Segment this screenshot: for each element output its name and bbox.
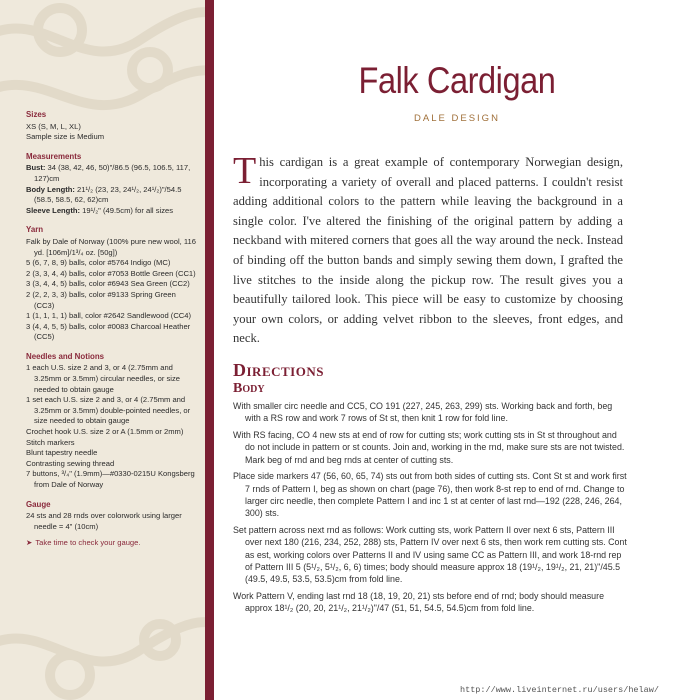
bust-measurement bbox=[26, 163, 198, 184]
yarn-line: Falk by Dale of Norway (100% pure new wool, 116 yd. [106m]/1³/₄ oz. [50g]) bbox=[26, 236, 196, 257]
watermark-url: http://www.liveinternet.ru/users/helaw/ bbox=[460, 685, 659, 695]
notions-heading: Needles and Notions bbox=[26, 351, 105, 361]
notions-line: Stitch markers bbox=[26, 437, 75, 447]
bust-value: 34 (38, 42, 46, 50)"/86.5 (96.5, 106.5, 117, 127)cm bbox=[34, 163, 191, 183]
sizes-line: Sample size is Medium bbox=[26, 132, 105, 142]
gauge-tip bbox=[26, 538, 198, 549]
notions-line: Contrasting sewing thread bbox=[26, 458, 115, 468]
sizes-line: XS (S, M, L, XL) bbox=[26, 121, 81, 131]
notions-line: 1 set each U.S. size 2 and 3, or 4 (2.75mm and 3.25mm or 3.5mm) double-pointed needles, or size needed to obtain gauge bbox=[26, 395, 191, 426]
sleeve-length-measurement bbox=[26, 206, 198, 217]
intro-text: his cardigan is a great example of contemporary Norwegian design, incorporating a variety of overall and placed patterns. I couldn't resist adding additional colors to the pattern while leaving the background in a single color. I've altered the finishing of the original pattern by adding a neckband with mitered corners that goes all the way around the neck. Instead of binding off the button bands and simply sewing them down, I grafted the live stitches to the inside along the pickup row. The result gives you a beautifully tailored look. This piece will be easy to customize by choosing your own colors, or adding velvet ribbon to the sleeves, front edges, and neck. bbox=[233, 155, 623, 346]
directions-heading: Directions bbox=[233, 360, 324, 380]
yarn-line: 5 (6, 7, 8, 9) balls, color #5764 Indigo (MC) bbox=[26, 258, 171, 268]
direction-paragraph: Set pattern across next rnd as follows: Work cutting sts, work Pattern II over next 6 sts, Pattern III over next 180 (216, 234, 252, 288) sts, Pattern IV over next 6 sts, then work rem cutting sts. Cont as est, working colors over Patterns II and IV using same CC as Pattern III, and work 18-rnd rep of Pattern III 5 (5¹/₂, 5¹/₂, 6, 6) times; body should measure approx 18 (19¹/₂, 19¹/₂, 21, 21)"/45.5 (49.5, 49.5, 53.5, 53.5)cm from fold line. bbox=[233, 525, 627, 585]
body-length-label: Body Length: bbox=[26, 184, 75, 194]
direction-paragraph: Place side markers 47 (56, 60, 65, 74) sts out from both sides of cutting sts. Cont St st and work first 7 rnds of Pattern I, beg as shown on chart (page 76), then work 8-st rep to end of rnd. Change to larger circ needle, then complete Pattern I and inc 1 st at center of last rnd—192 (228, 246, 264, 300) sts. bbox=[233, 471, 627, 519]
yarn-line: 2 (3, 3, 4, 4) balls, color #7053 Bottle Green (CC1) bbox=[26, 268, 196, 278]
page-title: Falk Cardigan bbox=[358, 60, 556, 101]
intro-paragraph bbox=[233, 150, 623, 349]
gauge-line: 24 sts and 28 rnds over colorwork using larger needle = 4" (10cm) bbox=[26, 511, 182, 531]
yarn-line: 3 (3, 4, 4, 5) balls, color #6943 Sea Green (CC2) bbox=[26, 279, 190, 289]
body-heading: Body bbox=[233, 381, 265, 396]
directions-text bbox=[233, 400, 628, 619]
sidebar-specs bbox=[26, 110, 198, 549]
yarn-line: 3 (4, 4, 5, 5) balls, color #0083 Charcoal Heather (CC5) bbox=[26, 321, 191, 342]
body-length-measurement bbox=[26, 185, 198, 206]
measurements-heading: Measurements bbox=[26, 151, 82, 161]
divider-bar bbox=[205, 0, 214, 700]
notions-line: 1 each U.S. size 2 and 3, or 4 (2.75mm and 3.25mm or 3.5mm) circular needles, or size needed to obtain gauge bbox=[26, 363, 181, 394]
designer-credit: DALE DESIGN bbox=[414, 113, 500, 124]
arrow-icon: ➤ bbox=[26, 538, 33, 548]
drop-cap: T bbox=[233, 150, 257, 192]
direction-paragraph: Work Pattern V, ending last rnd 18 (18, 19, 20, 21) sts before end of rnd; body should measure approx 18¹/₂ (20, 20, 21¹/₂, 21¹/₂)"/47 (51, 51, 54.5, 54.5)cm from fold line. bbox=[233, 591, 605, 614]
direction-paragraph: With smaller circ needle and CC5, CO 191 (227, 245, 263, 299) sts. Working back and forth, beg with a RS row and work 7 rows of St st, then knit 1 row for fold line. bbox=[233, 401, 613, 424]
sidebar bbox=[0, 0, 205, 700]
body-length-value: 21¹/₂ (23, 23, 24¹/₂, 24¹/₂)"/54.5 (58.5, 58.5, 62, 62)cm bbox=[34, 184, 182, 205]
bust-label: Bust: bbox=[26, 163, 46, 173]
yarn-heading: Yarn bbox=[26, 225, 44, 235]
notions-line: Blunt tapestry needle bbox=[26, 448, 98, 458]
sleeve-length-label: Sleeve Length: bbox=[26, 205, 81, 215]
notions-line: 7 buttons, ³/₄" (1.9mm)—#0330-0215U Kongsberg from Dale of Norway bbox=[26, 469, 195, 489]
direction-paragraph: With RS facing, CO 4 new sts at end of row for cutting sts; work cutting sts in St st throughout and do not include in pattern or st counts. Join and, working in the rnd, make sure sts are not twisted. Mark beg of rnd and beg rnds at center of cutting sts. bbox=[233, 430, 625, 465]
gauge-heading: Gauge bbox=[26, 499, 51, 509]
sizes-heading: Sizes bbox=[26, 110, 47, 119]
sleeve-length-value: 19¹/₂" (49.5cm) for all sizes bbox=[80, 205, 174, 215]
notions-line: Crochet hook U.S. size 2 or A (1.5mm or 2mm) bbox=[26, 427, 184, 437]
gauge-tip-text: Take time to check your gauge. bbox=[35, 538, 141, 548]
yarn-line: 2 (2, 2, 3, 3) balls, color #9133 Spring Green (CC3) bbox=[26, 289, 176, 310]
yarn-line: 1 (1, 1, 1, 1) ball, color #2642 Sandlewood (CC4) bbox=[26, 311, 192, 321]
